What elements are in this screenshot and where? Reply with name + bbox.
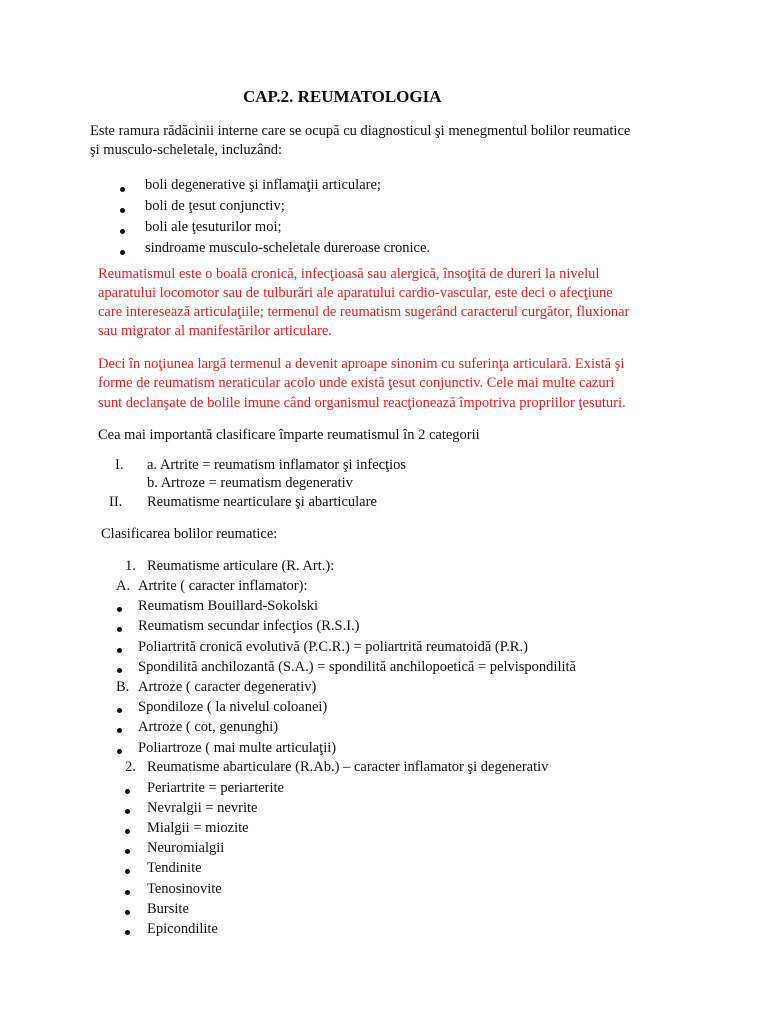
roman-numeral: II. <box>109 494 123 510</box>
list-item: Bursite <box>147 901 189 917</box>
section-label: Reumatisme abarticulare (R.Ab.) – caracter inflamator şi degenerativ <box>147 759 549 775</box>
bullet-icon <box>125 890 130 895</box>
list-item: Spondilită anchilozantă (S.A.) = spondilită anchilopoetică = pelvispondilită <box>138 659 576 675</box>
section-number: 1. <box>125 558 136 574</box>
section-number: 2. <box>125 759 136 775</box>
list-item: Poliartroze ( mai multe articulaţii) <box>138 740 337 756</box>
bullet-icon <box>117 648 122 653</box>
paragraph-line: Reumatismul este o boală cronică, infecţioasă sau alergică, însoţită de dureri la nivelul <box>98 266 600 282</box>
bullet-icon <box>117 607 122 612</box>
bullet-icon <box>125 869 130 874</box>
subsection-label: Artroze ( caracter degenerativ) <box>138 679 317 695</box>
paragraph-line: care interesează articulaţiile; termenul de reumatism sugerând caracterul curgător, fluxionar <box>98 304 630 320</box>
intro-line-1: Este ramura rădăcinii interne care se ocupă cu diagnosticul şi menegmentul bolilor reumatice <box>90 123 631 139</box>
page-title: CAP.2. REUMATOLOGIA <box>243 87 442 106</box>
list-item: Reumatism Bouillard-Sokolski <box>138 598 319 614</box>
bullet-icon <box>117 749 122 754</box>
bullet-icon <box>125 789 130 794</box>
roman-numeral: I. <box>115 457 124 473</box>
bullet-icon <box>125 849 130 854</box>
list-item: Tendinite <box>147 860 202 876</box>
bullet-icon <box>125 829 130 834</box>
classification-intro: Cea mai importantă clasificare împarte reumatismul în 2 categorii <box>98 427 480 443</box>
list-item: boli degenerative şi inflamaţii articulare; <box>145 177 381 193</box>
list-item: Mialgii = miozite <box>147 820 249 836</box>
bullet-icon <box>120 187 125 192</box>
bullet-icon <box>117 708 122 713</box>
bullet-icon <box>120 250 125 255</box>
paragraph-line: sunt declanşate de bolile imune când organismul reacţionează împotriva propriilor ţesuturi. <box>98 395 626 411</box>
list-item: Nevralgii = nevrite <box>147 800 258 816</box>
subsection-letter: A. <box>116 578 131 594</box>
list-item: sindroame musculo-scheletale dureroase cronice. <box>145 240 431 256</box>
classification-heading: Clasificarea bolilor reumatice: <box>101 526 278 542</box>
list-item: Artroze ( cot, genunghi) <box>138 719 279 735</box>
list-item: Tenosinovite <box>147 881 222 897</box>
bullet-icon <box>117 728 122 733</box>
list-item: Poliartrită cronică evolutivă (P.C.R.) = poliartrită reumatoidă (P.R.) <box>138 639 528 655</box>
bullet-icon <box>125 910 130 915</box>
roman-item: Reumatisme nearticulare şi abarticulare <box>147 494 377 510</box>
list-item: Neuromialgii <box>147 840 225 856</box>
bullet-icon <box>117 668 122 673</box>
bullet-icon <box>120 208 125 213</box>
paragraph-line: Deci în noţiunea largă termenul a devenit aproape sinonim cu suferinţa articulară. Există şi <box>98 356 625 372</box>
bullet-icon <box>120 229 125 234</box>
list-item: boli ale ţesuturilor moi; <box>145 219 282 235</box>
list-item: Epicondilite <box>147 921 218 937</box>
intro-line-2: şi musculo-scheletale, incluzând: <box>90 142 283 158</box>
roman-item: b. Artroze = reumatism degenerativ <box>147 475 353 491</box>
subsection-letter: B. <box>116 679 130 695</box>
bullet-icon <box>117 627 122 632</box>
subsection-label: Artrite ( caracter inflamator): <box>138 578 308 594</box>
paragraph-line: forme de reumatism neraticular acolo unde există ţesut conjunctiv. Cele mai multe cazuri <box>98 375 615 391</box>
section-label: Reumatisme articulare (R. Art.): <box>147 558 335 574</box>
bullet-icon <box>125 930 130 935</box>
list-item: Reumatism secundar infecţios (R.S.I.) <box>138 618 360 634</box>
bullet-icon <box>125 809 130 814</box>
paragraph-line: aparatului locomotor sau de tulburări ale aparatului cardio-vascular, este deci o afecţiune <box>98 285 613 301</box>
roman-item: a. Artrite = reumatism inflamator şi infecţios <box>147 457 407 473</box>
list-item: Periartrite = periarterite <box>147 780 284 796</box>
paragraph-line: sau migrator al manifestărilor articulare. <box>98 323 332 339</box>
list-item: boli de ţesut conjunctiv; <box>145 198 285 214</box>
list-item: Spondiloze ( la nivelul coloanei) <box>138 699 328 715</box>
